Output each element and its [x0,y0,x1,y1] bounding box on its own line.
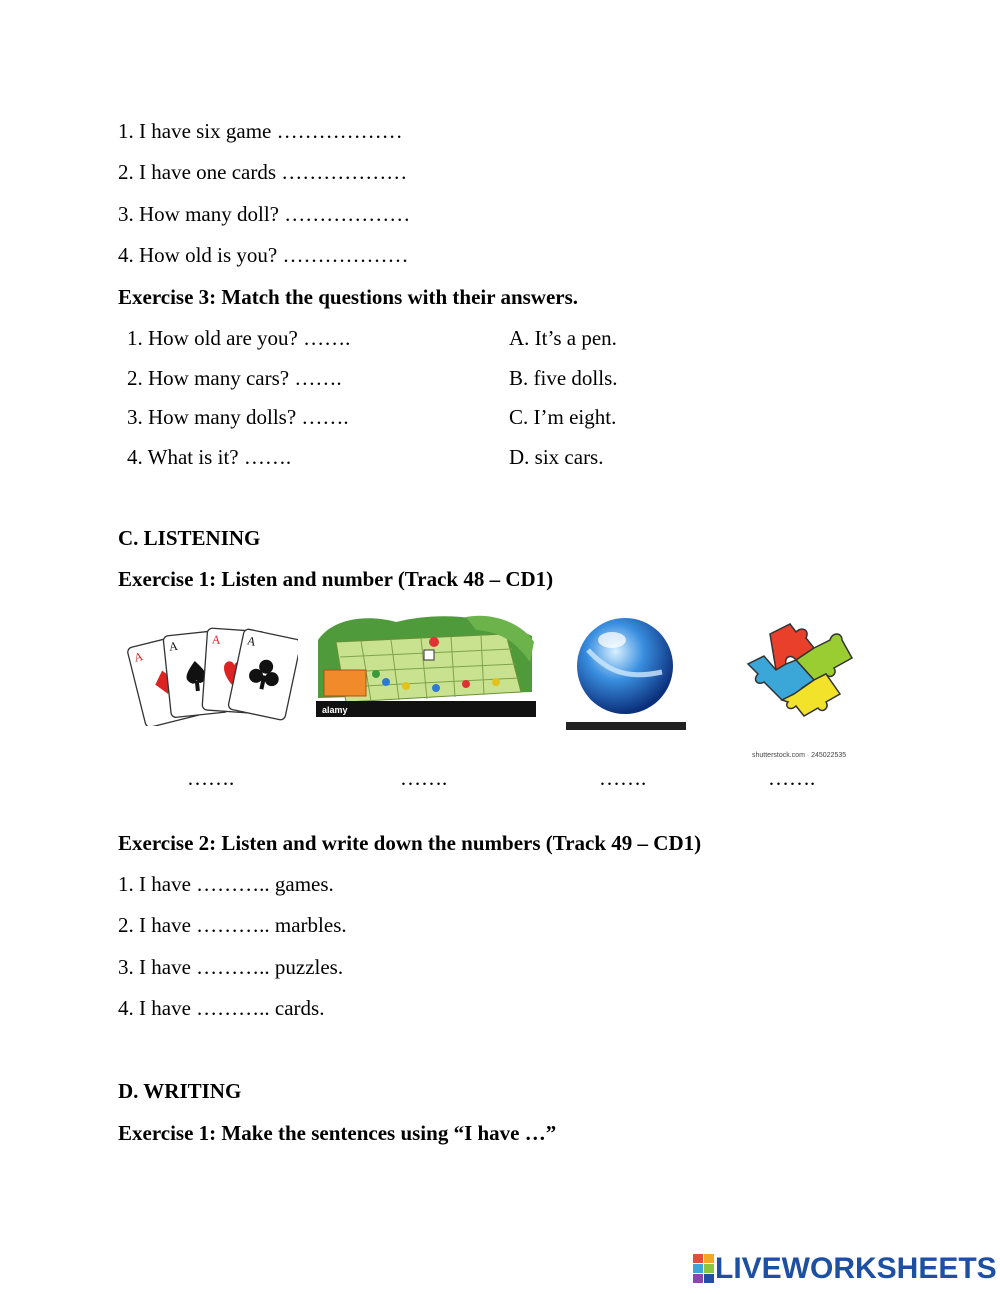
board-game-icon [316,612,536,717]
playing-cards-icon [126,622,298,726]
exercise-item: 2. I have one cards ……………… [118,160,408,184]
puzzle-credit: shutterstock.com · 245022535 [752,752,847,759]
liveworksheets-logo [693,1252,997,1286]
exercise-item: 1. I have six game ……………… [118,119,403,143]
svg-text:A: A [132,649,145,665]
match-answer: B. five dolls. [509,366,618,390]
jigsaw-puzzle-icon [730,618,858,742]
listening-heading: C. LISTENING [118,526,261,550]
picture-blank[interactable]: ……. [400,766,448,790]
match-question: 2. How many cars? ……. [127,366,342,390]
board-watermark: alamy [322,705,348,715]
svg-text:A: A [211,632,222,647]
picture-blank[interactable]: ……. [768,766,816,790]
match-answer: C. I’m eight. [509,405,617,429]
exercise-item: 3. I have ……….. puzzles. [118,955,344,979]
listening-ex2-title: Exercise 2: Listen and write down the numbers (Track 49 – CD1) [118,831,702,855]
exercise-item: 2. I have ……….. marbles. [118,913,347,937]
match-answer: D. six cars. [509,445,604,469]
match-answer: A. It’s a pen. [509,326,617,350]
exercise3-title: Exercise 3: Match the questions with their answers. [118,285,579,309]
exercise-item: 1. I have ……….. games. [118,872,334,896]
exercise-item: 3. How many doll? ……………… [118,202,411,226]
picture-blank[interactable]: ……. [187,766,235,790]
writing-ex1-title: Exercise 1: Make the sentences using “I have …” [118,1121,557,1145]
listening-ex1-title: Exercise 1: Listen and number (Track 48 – CD1) [118,567,554,591]
svg-text:A: A [245,633,258,649]
exercise-item: 4. I have ……….. cards. [118,996,325,1020]
marble-icon [566,610,686,734]
match-question: 3. How many dolls? ……. [127,405,349,429]
writing-heading: D. WRITING [118,1079,242,1103]
logo-text: LIVEWORKSHEETS [715,1252,997,1285]
svg-text:A: A [168,638,179,654]
match-question: 4. What is it? ……. [127,445,292,469]
picture-blank[interactable]: ……. [599,766,647,790]
exercise-item: 4. How old is you? ……………… [118,243,409,267]
logo-blocks-icon [693,1254,715,1284]
match-question: 1. How old are you? ……. [127,326,351,350]
